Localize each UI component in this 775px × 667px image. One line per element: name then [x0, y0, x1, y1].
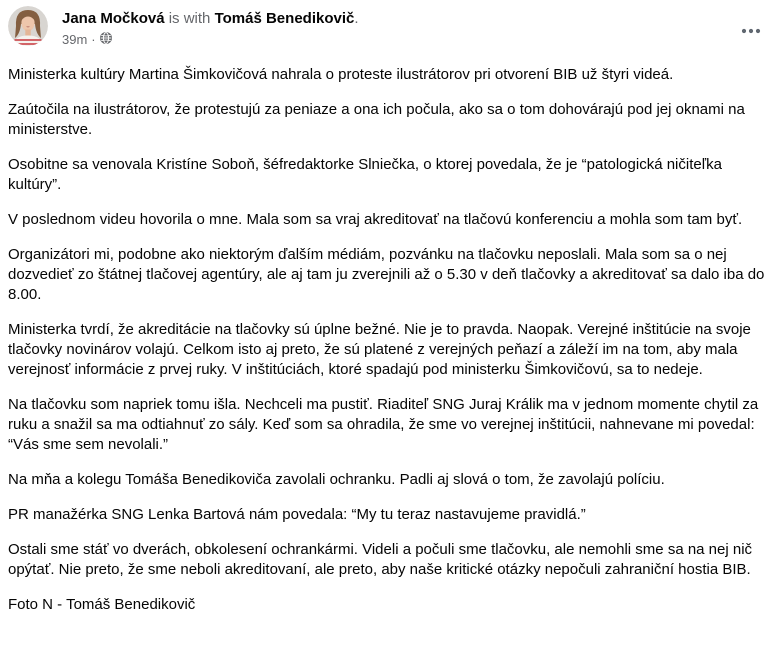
header-text: [62, 6, 359, 48]
post-paragraph: Na mňa a kolegu Tomáša Benedikoviča zavolali ochranku. Padli aj slová o tom, že zavolajú políciu.: [8, 471, 665, 488]
author-name-link[interactable]: Jana Močková: [62, 10, 165, 27]
post-paragraph: Na tlačovku som napriek tomu išla. Nechceli ma pustiť. Riaditeľ SNG Juraj Králik ma v jednom momente chytil za ruku a snažil sa ma odtiahnuť zo sály. Keď som sa ohradila, že sme vo verejnej inštitúcii, nahnevane mi povedal: “Vás sme sem nevolali.”: [8, 396, 759, 453]
timestamp-link[interactable]: 39m: [62, 31, 88, 47]
ellipsis-icon: [740, 21, 762, 41]
name-line: [62, 9, 359, 29]
dot-separator: ·: [91, 31, 96, 47]
post-paragraph: Osobitne sa venovala Kristíne Soboň, šéfredaktorke Slniečka, o ktorej povedala, že je “patologická ničiteľka kultúry”.: [8, 156, 722, 193]
more-options-button[interactable]: [737, 19, 765, 43]
post-paragraph: Organizátori mi, podobne ako niektorým ďalším médiám, pozvánku na tlačovku neposlali. Mala som sa o nej dozvedieť zo štátnej tlačovej agentúry, ale aj tam ju zverejnili až o 5.30 v deň tlačovky a akreditovať sa dalo iba do 8.00.: [8, 246, 765, 303]
meta-line: [62, 30, 359, 48]
globe-icon: [100, 31, 112, 48]
avatar[interactable]: [8, 6, 48, 46]
post-header: [0, 0, 775, 48]
tagged-name-link[interactable]: Tomáš Benedikovič: [214, 10, 355, 27]
post-body: [0, 48, 775, 619]
connector-text: is with: [168, 10, 211, 27]
name-suffix: .: [354, 10, 359, 27]
post-paragraph: V poslednom videu hovorila o mne. Mala som sa vraj akreditovať na tlačovú konferenciu a mohla som tam byť.: [8, 211, 743, 228]
post-paragraph: Ministerka tvrdí, že akreditácie na tlačovky sú úplne bežné. Nie je to pravda. Naopak. Verejné inštitúcie na svoje tlačovky novinárov volajú. Celkom isto aj preto, že sú platené z verejných peňazí a záleží im na tom, aby mala verejnosť informácie z prvej ruky. V inštitúciách, ktoré spadajú pod ministerku Šimkovičovú, sa to nedeje.: [8, 321, 751, 378]
post-paragraph: Ostali sme stáť vo dverách, obkolesení ochrankármi. Videli a počuli sme tlačovku, ale nemohli sme sa na nej nič opýtať. Nie preto, že sme neboli akreditovaní, ale preto, aby naše kritické otázky nepočuli zahraniční hostia BIB.: [8, 541, 753, 578]
post-paragraph: Zaútočila na ilustrátorov, že protestujú za peniaze a ona ich počula, ako sa o tom dohovárajú pod jej oknami na ministerstve.: [8, 101, 745, 138]
post-paragraph: Ministerka kultúry Martina Šimkovičová nahrala o proteste ilustrátorov pri otvorení BIB už štyri videá.: [8, 66, 674, 83]
post-paragraph: PR manažérka SNG Lenka Bartová nám povedala: “My tu teraz nastavujeme pravidlá.”: [8, 506, 586, 523]
post-paragraph: Foto N - Tomáš Benedikovič: [8, 596, 196, 613]
profile-photo-image: [8, 6, 48, 46]
